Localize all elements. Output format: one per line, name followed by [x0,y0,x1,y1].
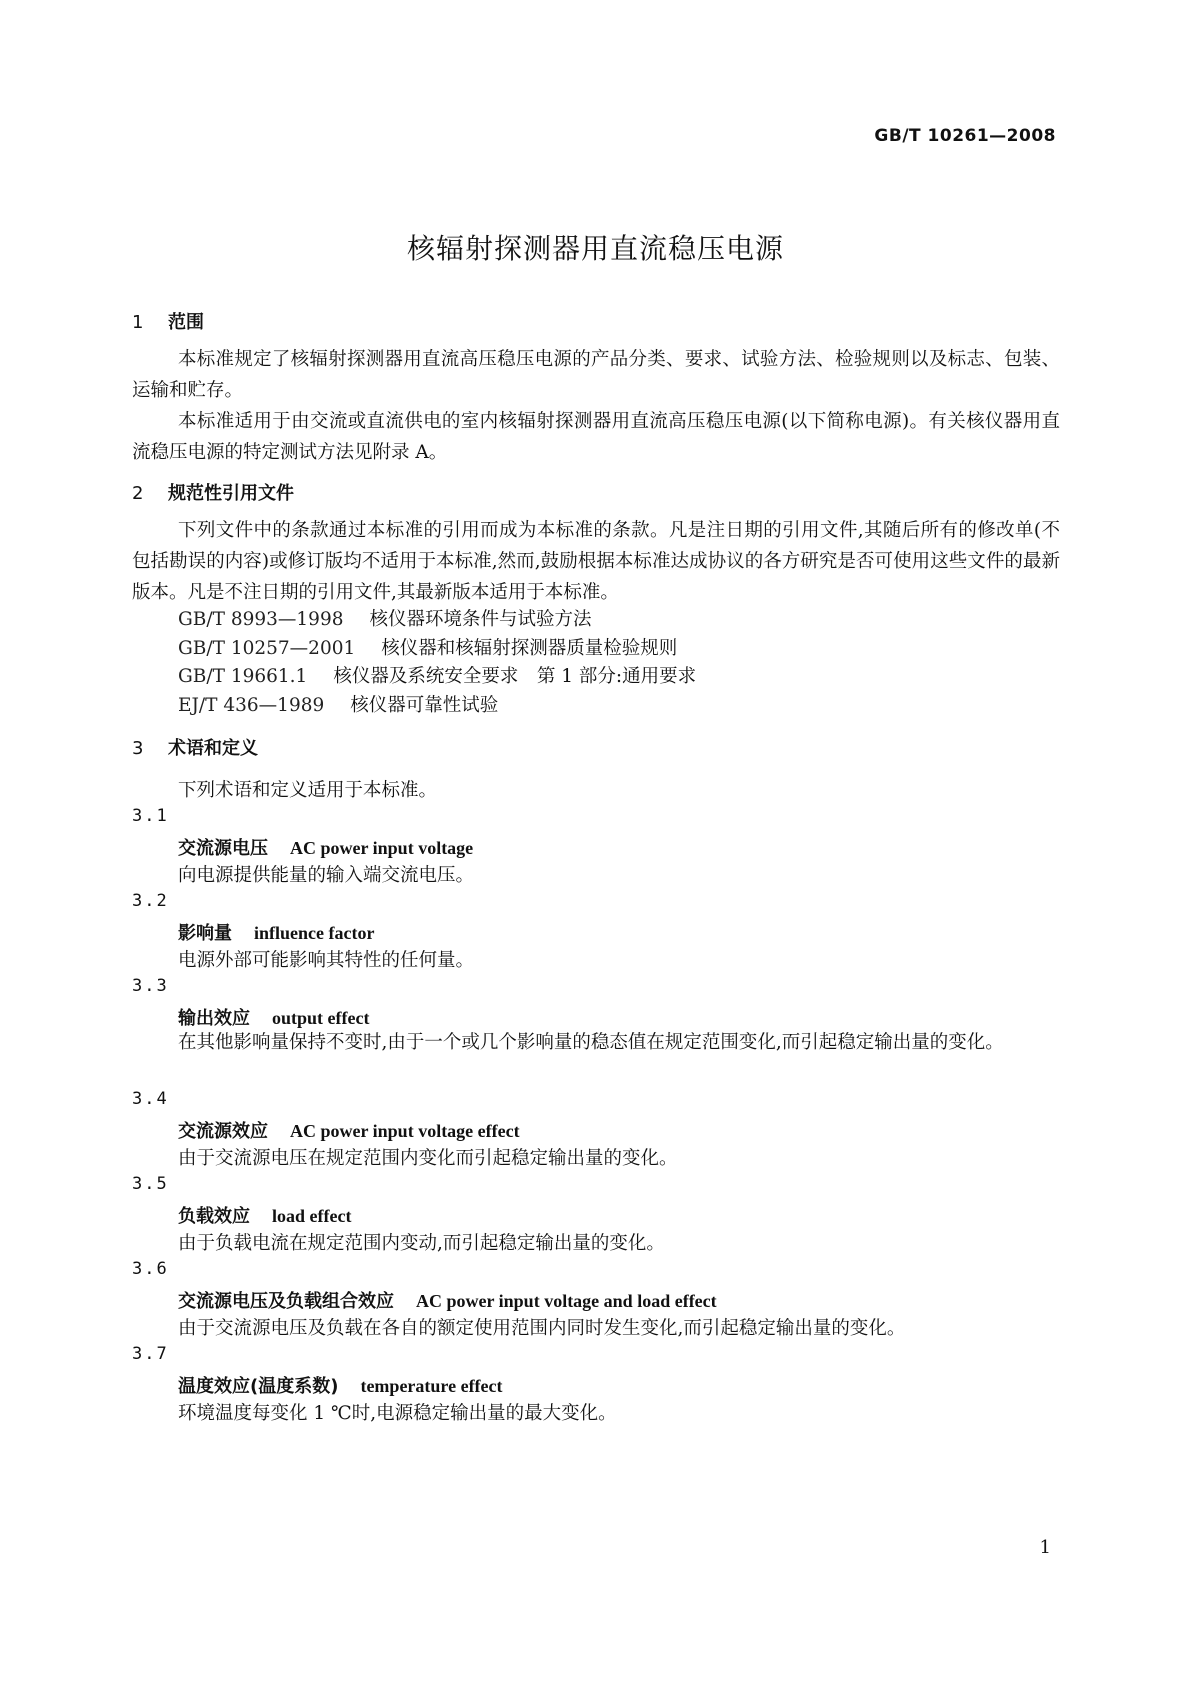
reference-code: GB/T 8993—1998 [178,609,344,630]
term-heading [178,1117,520,1143]
section-number: 2 [132,483,144,504]
term-english: output effect [272,1008,370,1028]
term-chinese: 交流源电压及负载组合效应 [178,1291,394,1312]
term-definition: 由于负载电流在规定范围内变动,而引起稳定输出量的变化。 [178,1233,665,1254]
clause-number: 3.2 [132,891,169,911]
reference-item [178,634,677,660]
term-definition: 向电源提供能量的输入端交流电压。 [178,865,475,886]
clause-number: 3.7 [132,1344,169,1364]
clause-number: 3.1 [132,806,169,826]
term-english: influence factor [254,923,375,943]
reference-code: GB/T 10257—2001 [178,638,356,659]
term-english: load effect [272,1206,352,1226]
reference-title: 核仪器及系统安全要求 第 1 部分:通用要求 [333,666,697,687]
section-number: 1 [132,312,144,333]
reference-title: 核仪器环境条件与试验方法 [369,609,592,630]
section-2-heading [132,479,294,505]
term-definition: 在其他影响量保持不变时,由于一个或几个影响量的稳态值在规定范围变化,而引起稳定输出量的变化。 [178,1032,1004,1053]
term-english: AC power input voltage [290,838,474,858]
section-number: 3 [132,738,144,759]
section-3-intro: 下列术语和定义适用于本标准。 [178,780,438,801]
term-chinese: 交流源效应 [178,1121,268,1142]
term-heading [178,919,374,945]
clause-number: 3.4 [132,1089,169,1109]
section-title: 范围 [168,312,204,333]
clause-number: 3.3 [132,976,169,996]
term-english: AC power input voltage effect [290,1121,520,1141]
reference-title: 核仪器可靠性试验 [350,695,499,716]
clause-number: 3.6 [132,1259,169,1279]
reference-item [178,662,696,688]
reference-code: GB/T 19661.1 [178,666,308,687]
term-definition: 由于交流源电压在规定范围内变化而引起稳定输出量的变化。 [178,1148,678,1169]
section-3-heading [132,734,258,760]
term-definition: 电源外部可能影响其特性的任何量。 [178,950,475,971]
reference-item [178,605,592,631]
clause-number: 3.5 [132,1174,169,1194]
term-chinese: 负载效应 [178,1206,250,1227]
term-chinese: 输出效应 [178,1008,250,1029]
term-english: AC power input voltage and load effect [416,1291,717,1311]
section-title: 规范性引用文件 [168,483,294,504]
term-heading [178,834,473,860]
term-definition: 由于交流源电压及负载在各自的额定使用范围内同时发生变化,而引起稳定输出量的变化。 [178,1318,906,1339]
page-number: 1 [1039,1537,1051,1558]
section-1-paragraph-1: 本标准规定了核辐射探测器用直流高压稳压电源的产品分类、要求、试验方法、检验规则以及标志、包装、运输和贮存。 [132,349,1060,401]
term-chinese: 影响量 [178,923,232,944]
term-chinese: 交流源电压 [178,838,268,859]
section-2-paragraph: 下列文件中的条款通过本标准的引用而成为本标准的条款。凡是注日期的引用文件,其随后所有的修改单(不包括勘误的内容)或修订版均不适用于本标准,然而,鼓励根据本标准达成协议的各方研究是否可使用这些文件的最新版本。凡是不注日期的引用文件,其最新版本适用于本标准。 [132,520,1060,603]
term-heading [178,1372,503,1398]
section-title: 术语和定义 [168,738,258,759]
term-definition: 环境温度每变化 1 ℃时,电源稳定输出量的最大变化。 [178,1403,617,1424]
reference-title: 核仪器和核辐射探测器质量检验规则 [381,638,678,659]
term-chinese: 温度效应(温度系数) [178,1376,339,1397]
document-title: 核辐射探测器用直流稳压电源 [406,232,784,265]
term-english: temperature effect [360,1376,503,1396]
reference-code: EJ/T 436—1989 [178,695,325,716]
term-heading [178,1287,717,1313]
section-1-heading [132,308,204,334]
term-heading [178,1202,351,1228]
reference-item [178,691,498,717]
section-1-paragraph-2: 本标准适用于由交流或直流供电的室内核辐射探测器用直流高压稳压电源(以下简称电源)。有关核仪器用直流稳压电源的特定测试方法见附录 A。 [132,411,1060,463]
standard-number: GB/T 10261—2008 [874,126,1056,146]
